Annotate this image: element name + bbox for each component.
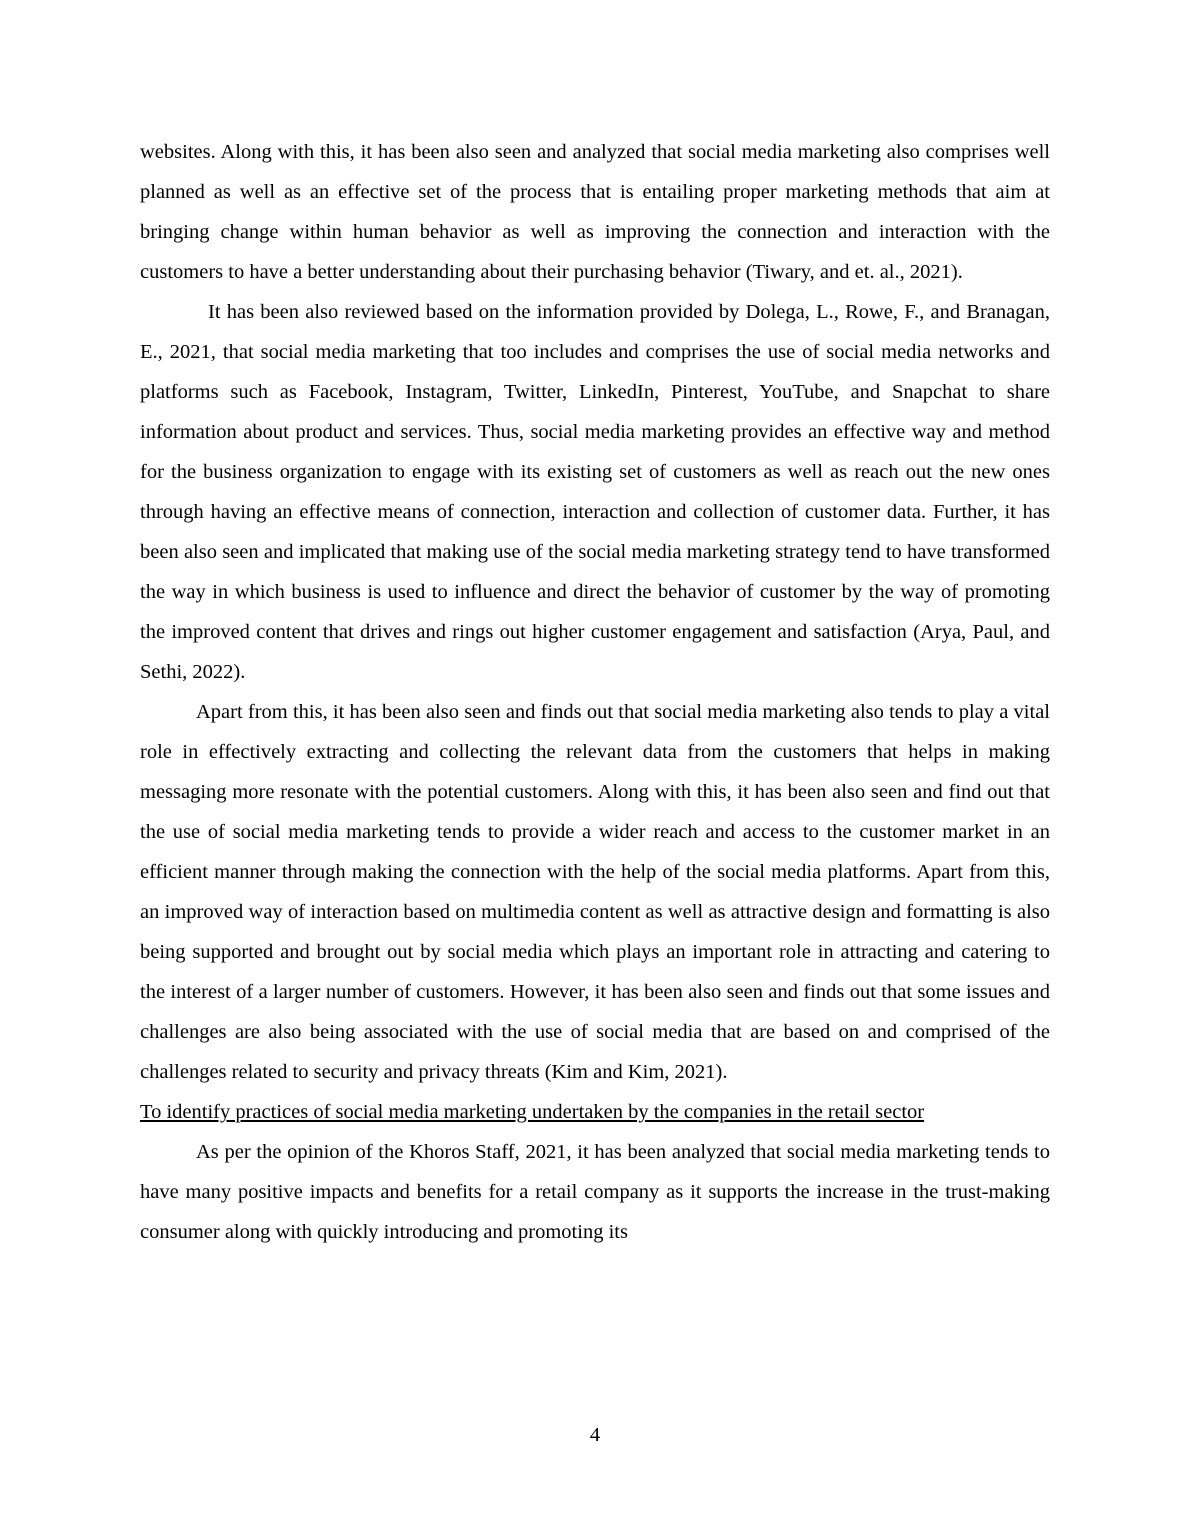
paragraph-khoros-staff: As per the opinion of the Khoros Staff, 2021, it has been analyzed that social media marketing tends to have many positive impacts and benefits for a retail company as it supports the increase in the trust-making consumer along with quickly introducing and promoting its — [140, 1141, 1050, 1243]
paragraph-dolega-review: It has been also reviewed based on the information provided by Dolega, L., Rowe, F., and Branagan, E., 2021, that social media marketing that too includes and comprises the use of social media networks and platforms such as Facebook, Instagram, Twitter, LinkedIn, Pinterest, YouTube, and Snapchat to share information about product and services. Thus, social media marketing provides an effective way and method for the business organization to engage with its existing set of customers as well as reach out the new ones through having an effective means of connection, interaction and collection of customer data. Further, it has been also seen and implicated that making use of the social media marketing strategy tend to have transformed the way in which business is used to influence and direct the behavior of customer by the way of promoting the improved content that drives and rings out higher customer engagement and satisfaction (Arya, Paul, and Sethi, 2022). — [140, 301, 1050, 683]
page-number: 4 — [589, 1424, 601, 1446]
document-body — [140, 132, 1050, 1252]
paragraph-websites-continuation: websites. Along with this, it has been also seen and analyzed that social media marketing also comprises well planned as well as an effective set of the process that is entailing proper marketing methods that aim at bringing change within human behavior as well as improving the connection and interaction with the customers to have a better understanding about their purchasing behavior (Tiwary, and et. al., 2021). — [140, 141, 1050, 283]
section-subheading: To identify practices of social media marketing undertaken by the companies in the retail sector — [140, 1101, 925, 1123]
paragraph-data-extraction: Apart from this, it has been also seen and finds out that social media marketing also tends to play a vital role in effectively extracting and collecting the relevant data from the customers that helps in making messaging more resonate with the potential customers. Along with this, it has been also seen and find out that the use of social media marketing tends to provide a wider reach and access to the customer market in an efficient manner through making the connection with the help of the social media platforms. Apart from this, an improved way of interaction based on multimedia content as well as attractive design and formatting is also being supported and brought out by social media which plays an important role in attracting and catering to the interest of a larger number of customers. However, it has been also seen and finds out that some issues and challenges are also being associated with the use of social media that are based on and comprised of the challenges related to security and privacy threats (Kim and Kim, 2021). — [140, 701, 1050, 1083]
